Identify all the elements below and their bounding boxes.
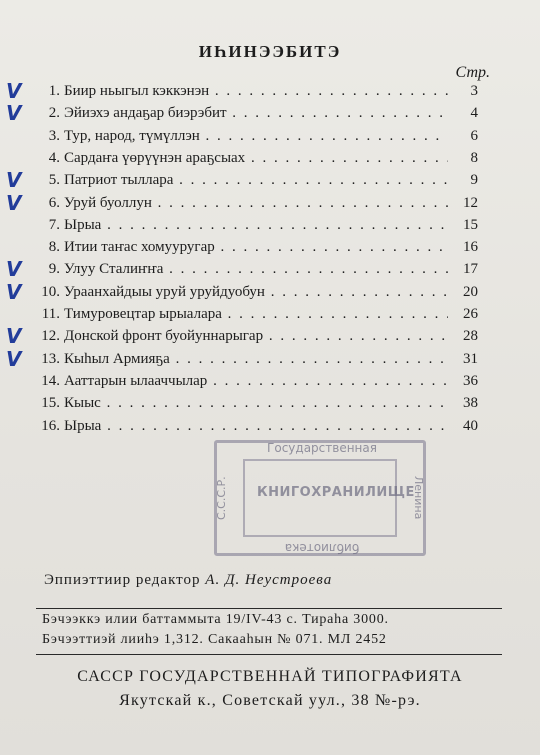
page-title: ИҺИНЭЭБИТЭ <box>198 42 342 61</box>
check-mark-icon: V <box>6 101 22 126</box>
toc-entry-number: 15. <box>41 395 60 412</box>
toc-entry-page: 9 <box>470 172 478 189</box>
toc-entry-page: 36 <box>463 372 478 389</box>
check-mark-icon: V <box>6 257 22 282</box>
toc-entry-number: 7. <box>48 216 60 233</box>
toc-entry-title: Кыыс . . . <box>64 392 448 414</box>
toc-entry <box>0 258 540 280</box>
toc-entry-title: Улуу Сталиҥҥа . . . <box>64 258 448 280</box>
check-mark-icon: V <box>6 279 22 304</box>
toc-entry-title: Кыһыл Армияҕа . . . <box>64 348 448 370</box>
toc-entry <box>0 325 540 347</box>
toc-entry-number: 2. <box>48 105 60 122</box>
toc-entry-number: 8. <box>48 239 60 256</box>
toc-entry-page: 38 <box>463 395 478 412</box>
toc-entry-page: 4 <box>470 105 478 122</box>
toc-entry-title: Эйиэхэ андаҕар биэрэбит . . . <box>64 102 448 124</box>
stamp-bottom-text: библиотека <box>284 541 360 555</box>
toc-entry <box>0 392 540 414</box>
stamp-top-text: Государственная <box>267 441 377 455</box>
toc-entry-title: Донской фронт буойуннарыгар . . . <box>64 325 448 347</box>
toc-entry-number: 11. <box>41 306 60 322</box>
toc-entry-number: 16. <box>41 417 60 434</box>
toc-entry-title: Ырыа . . . <box>64 415 448 437</box>
toc-entry-title: Биир ньыгыл кэккэнэн . . . <box>64 80 448 102</box>
toc-entry-title: Ааттарын ылааччылар . . . <box>64 370 448 392</box>
toc-entry-page: 40 <box>463 417 478 434</box>
toc-entry-number: 12. <box>41 328 60 345</box>
toc-entry-title: Тимуровецтар ырыалара . . . <box>64 303 448 325</box>
toc-entry-number: 14. <box>41 372 60 389</box>
toc-entry-number: 6. <box>48 194 60 211</box>
toc-entry <box>0 236 540 258</box>
toc-entry <box>0 147 540 169</box>
toc-entry <box>0 192 540 214</box>
stamp-left-text: С.С.С.Р. <box>215 476 228 520</box>
toc-entry <box>0 214 540 236</box>
toc-entry-title: Ураанхайдыы уруй уруйдуобун . . . <box>64 281 448 303</box>
stamp-right-text: Ленина <box>412 476 425 520</box>
toc-entry-title: Патриот тыллара . . . <box>64 169 448 191</box>
editor-name: А. Д. Неустроева <box>205 572 333 588</box>
toc-entry <box>0 281 540 303</box>
toc-entry-title: Сардаҥа үөрүүнэн араҕсыах . . . <box>64 147 448 169</box>
toc-entry-number: 13. <box>41 350 60 367</box>
toc-entry-number: 9. <box>48 261 60 278</box>
toc-entry-page: 12 <box>463 194 478 211</box>
check-mark-icon: V <box>6 79 22 103</box>
toc-entry-number: 5. <box>48 172 60 189</box>
toc-entry-page: 26 <box>463 306 478 322</box>
check-mark-icon: V <box>6 190 22 215</box>
toc-entry-title: Уруй буоллун . . . <box>64 192 448 214</box>
divider-bottom <box>36 654 502 655</box>
toc-entry <box>0 125 540 147</box>
toc-entry-number: 3. <box>48 127 60 144</box>
toc-entry-page: 6 <box>470 127 478 144</box>
toc-entry-page: 8 <box>470 149 478 166</box>
editor-line <box>44 572 504 589</box>
toc-entry <box>0 348 540 370</box>
library-stamp <box>214 440 426 556</box>
page-column-label: Стр. <box>455 64 490 81</box>
toc-entry-number: 10. <box>41 283 60 300</box>
check-mark-icon: V <box>6 168 22 193</box>
imprint-line-2: Бэчээттиэй лииһэ 1,312. Сакааһын № 071. МЛ 2452 <box>42 632 387 647</box>
publisher-name: САССР ГОСУДАРСТВЕННАЙ ТИПОГРАФИЯТА <box>77 668 463 685</box>
toc-entry <box>0 80 540 102</box>
toc-entry-number: 1. <box>48 83 60 99</box>
editor-label: Эппиэттиир редактор <box>44 572 201 588</box>
stamp-center-text: КНИГОХРАНИЛИЩЕ <box>257 485 415 500</box>
check-mark-icon: V <box>6 346 22 371</box>
toc-entry-title: Ырыа . . . <box>64 214 448 236</box>
imprint-line-1: Бэчээккэ илии баттаммыта 19/IV-43 с. Тираһа 3000. <box>42 612 389 627</box>
toc-entry-title: Итии таҥас хомууругар . . . <box>64 236 448 258</box>
publisher-address: Якутскай к., Советскай уул., 38 №-рэ. <box>119 692 421 709</box>
toc-entry <box>0 370 540 392</box>
toc-entry-number: 4. <box>48 149 60 166</box>
toc-entry <box>0 169 540 191</box>
toc-entry-page: 28 <box>463 328 478 345</box>
check-mark-icon: V <box>6 324 22 349</box>
toc-entry <box>0 102 540 124</box>
toc-entry-title: Тур, народ, түмүллэн . . . <box>64 125 448 147</box>
toc-entry-page: 20 <box>463 283 478 300</box>
toc-entry-page: 17 <box>463 261 478 278</box>
toc-entry-page: 15 <box>463 216 478 233</box>
toc-entry-page: 3 <box>470 83 478 99</box>
toc-entry-page: 16 <box>463 239 478 256</box>
toc-entry <box>0 303 540 325</box>
divider-top <box>36 608 502 609</box>
toc-entry-page: 31 <box>463 350 478 367</box>
toc-entry <box>0 415 540 437</box>
